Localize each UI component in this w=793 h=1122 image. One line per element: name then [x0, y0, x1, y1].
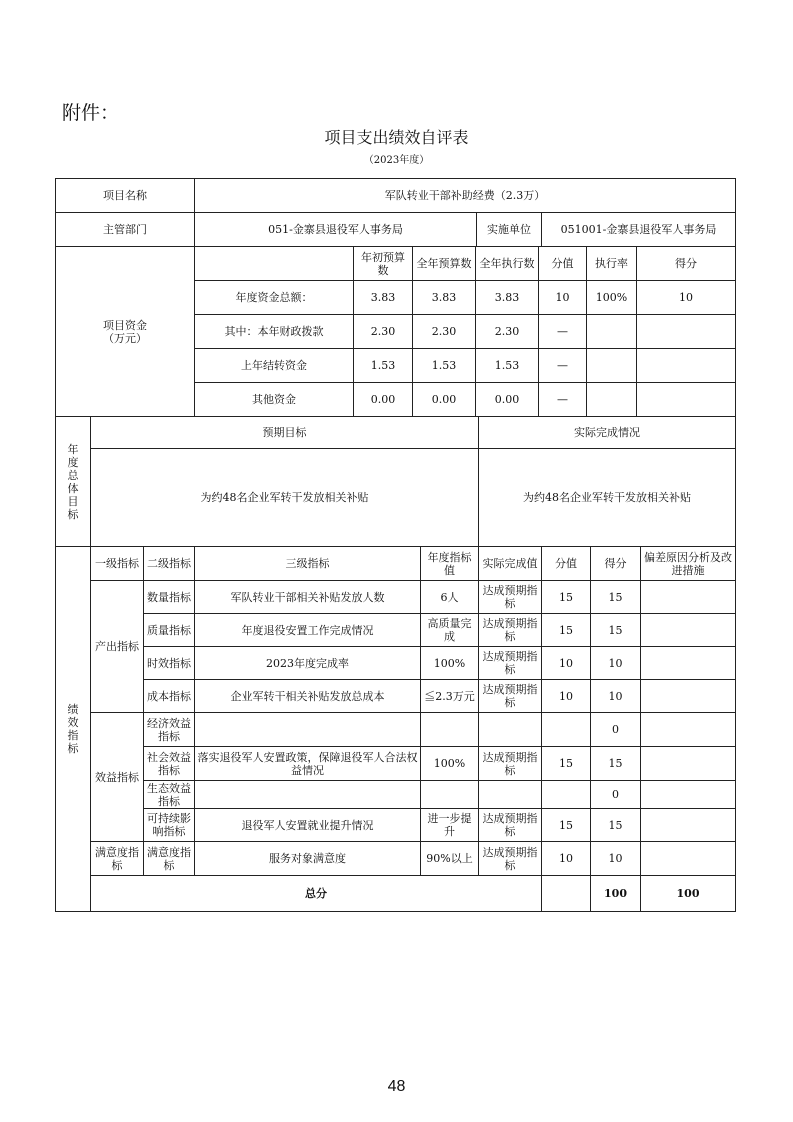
- perf-row-remarks: [641, 842, 736, 876]
- perf-row-got: 10: [591, 842, 641, 876]
- funds-row-exec: 3.83: [476, 281, 539, 315]
- funds-row-got: [637, 383, 736, 417]
- perf-header-l1: 一级指标: [91, 547, 144, 581]
- perf-row-score: 10: [542, 680, 591, 713]
- perf-row-score: 15: [542, 581, 591, 614]
- perf-row: [56, 747, 736, 781]
- perf-row: [56, 581, 736, 614]
- funds-row-rate: [587, 315, 637, 349]
- perf-row-l3: 年度退役安置工作完成情况: [195, 614, 421, 647]
- perf-row-l2: 时效指标: [144, 647, 195, 680]
- perf-row-remarks: [641, 809, 736, 842]
- funds-row-got: 10: [637, 281, 736, 315]
- perf-row-actual: 达成预期指标: [479, 809, 542, 842]
- project-name-value: 军队转业干部补助经费（2.3万）: [195, 179, 736, 213]
- perf-row-l3: 企业军转干相关补贴发放总成本: [195, 680, 421, 713]
- funds-row-full: 3.83: [413, 281, 476, 315]
- perf-row-l2: 数量指标: [144, 581, 195, 614]
- perf-header-l2: 二级指标: [144, 547, 195, 581]
- funds-row-exec: 1.53: [476, 349, 539, 383]
- perf-row-score: [542, 713, 591, 747]
- perf-row-got: 0: [591, 781, 641, 809]
- perf-row-got: 10: [591, 647, 641, 680]
- perf-row-actual: [479, 781, 542, 809]
- perf-row: [56, 781, 736, 809]
- perf-row-actual: 达成预期指标: [479, 647, 542, 680]
- page-title: 项目支出绩效自评表: [324, 128, 469, 147]
- page-number: 48: [387, 1078, 406, 1095]
- perf-row: [56, 842, 736, 876]
- perf-row-l3: 服务对象满意度: [195, 842, 421, 876]
- perf-row-l3: 退役军人安置就业提升情况: [195, 809, 421, 842]
- funds-row-exec: 2.30: [476, 315, 539, 349]
- funds-row-full: 1.53: [413, 349, 476, 383]
- funds-header-score: 分值: [539, 247, 587, 281]
- perf-row-target: ≦2.3万元: [421, 680, 479, 713]
- funds-row-score: —: [539, 315, 587, 349]
- funds-row-init: 3.83: [354, 281, 413, 315]
- perf-header-row: [56, 547, 736, 581]
- expected-goal-text: 为约48名企业军转干发放相关补贴: [91, 449, 479, 547]
- perf-row-target: 高质量完成: [421, 614, 479, 647]
- funds-row-rate: 100%: [587, 281, 637, 315]
- project-name-label: 项目名称: [56, 179, 195, 213]
- funds-row-init: 2.30: [354, 315, 413, 349]
- funds-header-got: 得分: [637, 247, 736, 281]
- perf-row-got: 15: [591, 809, 641, 842]
- department-row: [56, 213, 736, 247]
- funds-header-blank: [195, 247, 354, 281]
- total-blank: [542, 876, 591, 912]
- perf-row-remarks: [641, 647, 736, 680]
- page-subtitle: （2023年度）: [363, 155, 430, 166]
- benefit-indicator-label: 效益指标: [91, 713, 144, 842]
- perf-label: 绩 效 指 标: [56, 547, 91, 912]
- perf-row-remarks: [641, 581, 736, 614]
- perf-row-l2: 可持续影响指标: [144, 809, 195, 842]
- perf-row-actual: 达成预期指标: [479, 680, 542, 713]
- perf-row-l2: 经济效益指标: [144, 713, 195, 747]
- perf-row-got: 15: [591, 614, 641, 647]
- funds-row-name: 其中：本年财政拨款: [195, 315, 354, 349]
- unit-value: 051001-金寨县退役军人事务局: [542, 213, 736, 247]
- attachment-label: 附件：: [62, 102, 120, 124]
- perf-row-l3: 军队转业干部相关补贴发放人数: [195, 581, 421, 614]
- perf-row-target: 100%: [421, 647, 479, 680]
- perf-row-l2: 社会效益指标: [144, 747, 195, 781]
- funds-table: [55, 246, 736, 417]
- perf-row-got: 15: [591, 747, 641, 781]
- perf-row-got: 10: [591, 680, 641, 713]
- perf-row-target: 100%: [421, 747, 479, 781]
- perf-row: [56, 680, 736, 713]
- funds-header-row: [56, 247, 736, 281]
- perf-row-l2: 质量指标: [144, 614, 195, 647]
- perf-row-l2: 生态效益指标: [144, 781, 195, 809]
- perf-row: [56, 614, 736, 647]
- total-row: [56, 876, 736, 912]
- goals-header-row: [56, 417, 736, 449]
- goals-label: 年 度 总 体 目 标: [56, 417, 91, 547]
- funds-row-name: 上年结转资金: [195, 349, 354, 383]
- perf-row-l3: 2023年度完成率: [195, 647, 421, 680]
- funds-row-full: 2.30: [413, 315, 476, 349]
- perf-row-target: 6人: [421, 581, 479, 614]
- dept-value: 051-金寨县退役军人事务局: [195, 213, 477, 247]
- actual-completion-text: 为约48名企业军转干发放相关补贴: [479, 449, 736, 547]
- perf-row-target: [421, 781, 479, 809]
- satisfaction-indicator-label: 满意度指标: [91, 842, 144, 876]
- perf-row-l2: 成本指标: [144, 680, 195, 713]
- perf-row-score: 10: [542, 842, 591, 876]
- perf-row: [56, 809, 736, 842]
- funds-row-init: 0.00: [354, 383, 413, 417]
- funds-row-got: [637, 315, 736, 349]
- funds-row-name: 年度资金总额：: [195, 281, 354, 315]
- perf-row-score: 15: [542, 809, 591, 842]
- funds-row-full: 0.00: [413, 383, 476, 417]
- funds-row-rate: [587, 383, 637, 417]
- perf-row-target: 进一步提升: [421, 809, 479, 842]
- perf-row-l3: [195, 781, 421, 809]
- perf-row-score: [542, 781, 591, 809]
- perf-row-actual: 达成预期指标: [479, 842, 542, 876]
- perf-row-actual: 达成预期指标: [479, 747, 542, 781]
- perf-row-remarks: [641, 713, 736, 747]
- goals-performance-table: [55, 416, 736, 912]
- funds-row-init: 1.53: [354, 349, 413, 383]
- funds-row-got: [637, 349, 736, 383]
- perf-row-l2: 满意度指标: [144, 842, 195, 876]
- total-label: 总分: [91, 876, 542, 912]
- funds-row-rate: [587, 349, 637, 383]
- output-indicator-label: 产出指标: [91, 581, 144, 713]
- perf-row-remarks: [641, 747, 736, 781]
- project-name-row: [56, 179, 736, 213]
- perf-header-actual: 实际完成值: [479, 547, 542, 581]
- goals-content-row: [56, 449, 736, 547]
- perf-row-score: 15: [542, 614, 591, 647]
- perf-header-remarks: 偏差原因分析及改进措施: [641, 547, 736, 581]
- perf-header-l3: 三级指标: [195, 547, 421, 581]
- funds-row-exec: 0.00: [476, 383, 539, 417]
- self-evaluation-table: [55, 178, 736, 247]
- perf-row-actual: [479, 713, 542, 747]
- funds-header-rate: 执行率: [587, 247, 637, 281]
- perf-row-got: 0: [591, 713, 641, 747]
- funds-header-init: 年初预算数: [354, 247, 413, 281]
- perf-row: [56, 647, 736, 680]
- perf-header-score: 分值: [542, 547, 591, 581]
- perf-row-l3: [195, 713, 421, 747]
- perf-header-got: 得分: [591, 547, 641, 581]
- perf-row-remarks: [641, 614, 736, 647]
- perf-row-score: 10: [542, 647, 591, 680]
- expected-goal-header: 预期目标: [91, 417, 479, 449]
- perf-row-got: 15: [591, 581, 641, 614]
- funds-header-exec: 全年执行数: [476, 247, 539, 281]
- perf-row-actual: 达成预期指标: [479, 614, 542, 647]
- funds-row-score: —: [539, 383, 587, 417]
- funds-header-full: 全年预算数: [413, 247, 476, 281]
- perf-row-target: 90%以上: [421, 842, 479, 876]
- funds-label: 项目资金 （万元）: [56, 247, 195, 417]
- dept-label: 主管部门: [56, 213, 195, 247]
- perf-row-remarks: [641, 680, 736, 713]
- funds-row-score: —: [539, 349, 587, 383]
- perf-row: [56, 713, 736, 747]
- perf-row-actual: 达成预期指标: [479, 581, 542, 614]
- perf-row-target: [421, 713, 479, 747]
- perf-header-target: 年度指标值: [421, 547, 479, 581]
- total-score: 100: [591, 876, 641, 912]
- unit-label: 实施单位: [477, 213, 542, 247]
- total-got: 100: [641, 876, 736, 912]
- perf-row-score: 15: [542, 747, 591, 781]
- funds-row-name: 其他资金: [195, 383, 354, 417]
- funds-row-score: 10: [539, 281, 587, 315]
- perf-row-l3: 落实退役军人安置政策，保障退役军人合法权益情况: [195, 747, 421, 781]
- actual-completion-header: 实际完成情况: [479, 417, 736, 449]
- perf-row-remarks: [641, 781, 736, 809]
